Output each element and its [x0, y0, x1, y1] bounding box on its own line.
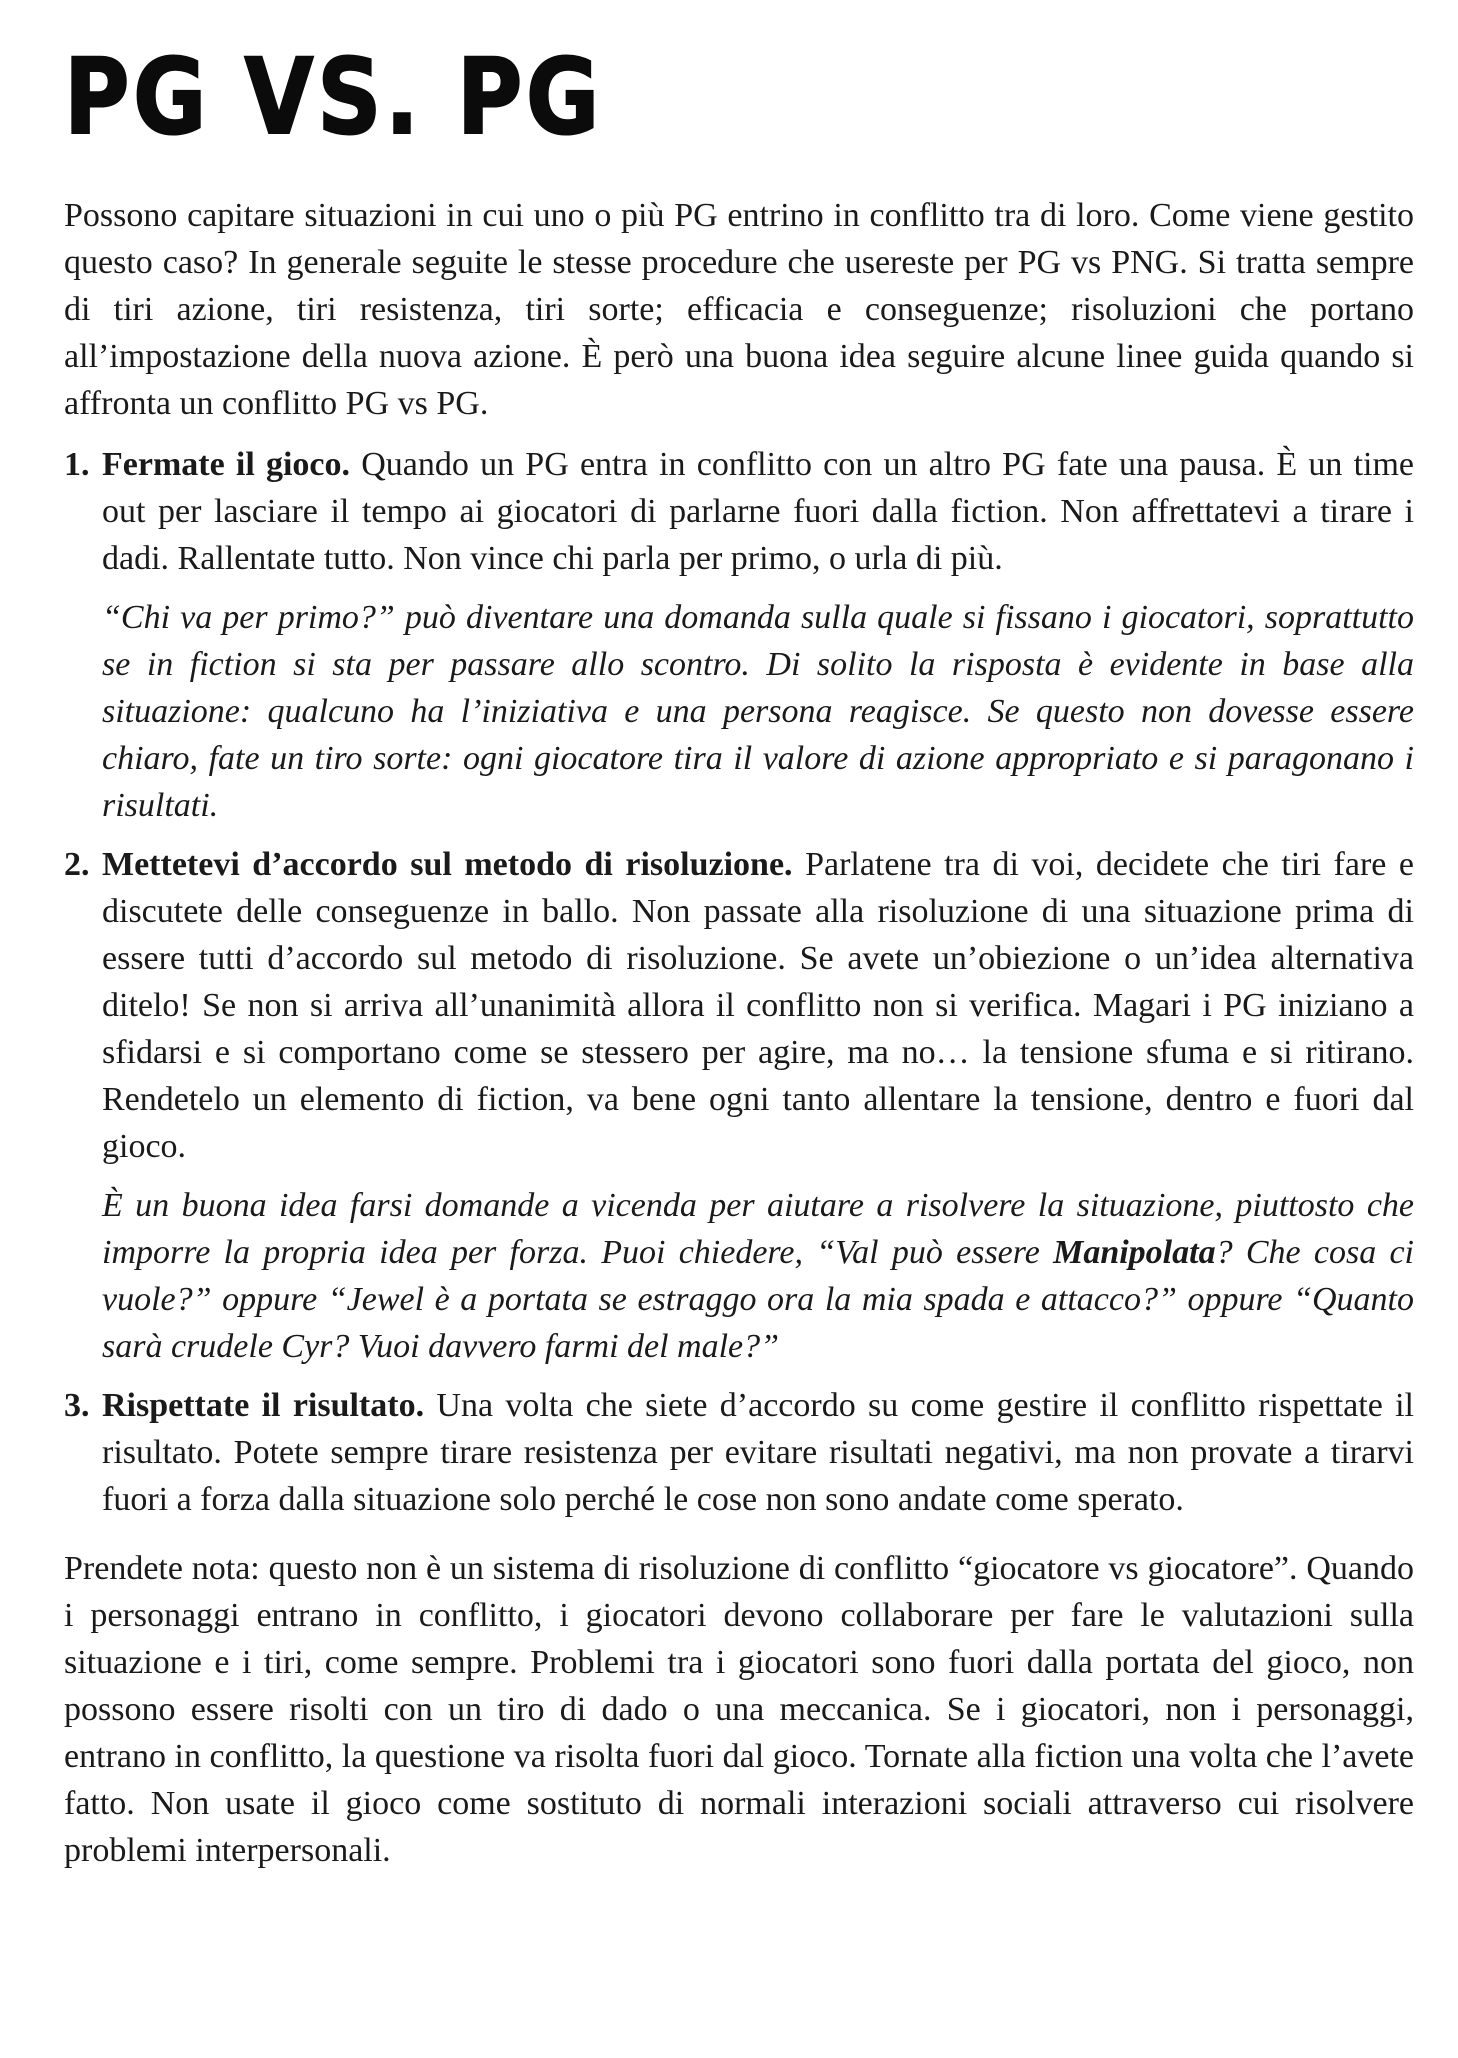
guideline-item-1: [64, 441, 1414, 829]
item-text: Parlatene tra di voi, decidete che tiri fare e discutete delle conseguenze in ballo. Non passate alla risoluzione di una situazione prima di essere tutti d’accordo sul metodo di risoluzione. Se avete un’obiezione o un’idea alternativa ditelo! Se non si arriva all’unanimità allora il conflitto non si verifica. Magari i PG iniziano a sfidarsi e si comportano come se stessero per agire, ma no… la tensione sfuma e si ritirano. Rendetelo un elemento di fiction, va bene ogni tanto allentare la tensione, dentro e fuori dal gioco.: [102, 846, 1414, 1165]
item-note: “Chi va per primo?” può diventare una domanda sulla quale si fissano i giocatori, soprattutto se in fiction si sta per passare allo scontro. Di solito la risposta è evidente in base alla situazione: qualcuno ha l’iniziativa e una persona reagisce. Se questo non dovesse essere chiaro, fate un tiro sorte: ogni giocatore tira il valore di azione appropriato e si paragonano i risultati.: [102, 599, 1414, 824]
note-text-end: ? Che cosa ci vuole?” oppure “Jewel è a portata se estraggo ora la mia spada e attacco?” oppure “Quanto sarà crudele Cyr? Vuoi davvero farmi del male?”: [102, 1234, 1414, 1365]
item-lead: Rispettate il risultato.: [102, 1387, 425, 1424]
item-text: Quando un PG entra in conflitto con un altro PG fate una pausa. È un time out per lasciare il tempo ai giocatori di parlarne fuori dalla fiction. Non affrettatevi a tirare i dadi. Rallentate tutto. Non vince chi parla per primo, o urla di più.: [102, 446, 1414, 577]
note-term: Manipolata: [1053, 1234, 1216, 1271]
page-title: PG VS. PG: [64, 36, 603, 158]
note-text-start: È un buona idea farsi domande a vicenda per aiutare a risolvere la situazione, piuttosto che imporre la propria idea per forza. Puoi chiedere, “Val può essere: [102, 1187, 1414, 1271]
item-body: [102, 1382, 1414, 1523]
item-note: [102, 1182, 1414, 1370]
item-number: 1.: [64, 446, 90, 483]
guideline-item-3: [64, 1382, 1414, 1523]
item-number: 3.: [64, 1387, 90, 1424]
item-body: [102, 441, 1414, 582]
document-page: [64, 38, 1414, 1874]
item-body: [102, 841, 1414, 1170]
outro-paragraph: Prendete nota: questo non è un sistema di risoluzione di conflitto “giocatore vs giocatore”. Quando i personaggi entrano in conflitto, i giocatori devono collaborare per fare le valutazioni sulla situazione e i tiri, come sempre. Problemi tra i giocatori sono fuori dalla portata del gioco, non possono essere risolti con un tiro di dado o una meccanica. Se i giocatori, non i personaggi, entrano in conflitto, la questione va risolta fuori dal gioco. Tornate alla fiction una volta che l’avete fatto. Non usate il gioco come sostituto di normali interazioni sociali attraverso cui risolvere problemi interpersonali.: [64, 1550, 1414, 1869]
item-lead: Mettetevi d’accordo sul metodo di risoluzione.: [102, 846, 793, 883]
intro-paragraph: Possono capitare situazioni in cui uno o più PG entrino in conflitto tra di loro. Come viene gestito questo caso? In generale seguite le stesse procedure che usereste per PG vs PNG. Si tratta sempre di tiri azione, tiri resistenza, tiri sorte; efficacia e conseguenze; risoluzioni che portano all’impostazione della nuova azione. È però una buona idea seguire alcune linee guida quando si affronta un conflitto PG vs PG.: [64, 197, 1414, 422]
item-lead: Fermate il gioco.: [102, 446, 351, 483]
item-text: Una volta che siete d’accordo su come gestire il conflitto rispettate il risultato. Potete sempre tirare resistenza per evitare risultati negativi, ma non provate a tirarvi fuori a forza dalla situazione solo perché le cose non sono andate come sperato.: [102, 1387, 1414, 1518]
item-number: 2.: [64, 846, 90, 883]
guideline-item-2: [64, 841, 1414, 1370]
guidelines-list: [64, 441, 1414, 1523]
